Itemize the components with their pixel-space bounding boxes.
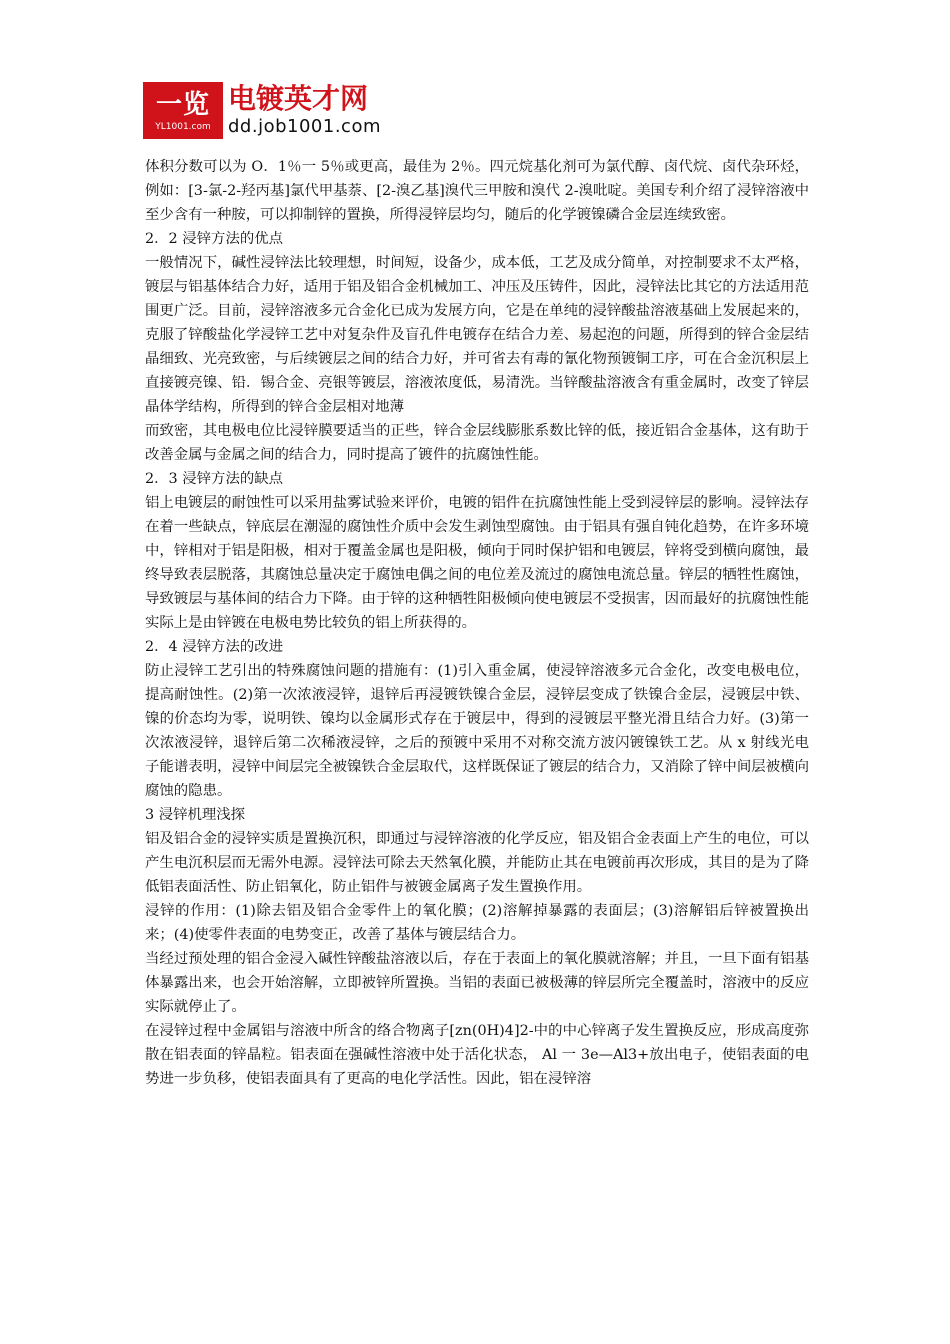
paragraph: 防止浸锌工艺引出的特殊腐蚀问题的措施有：(1)引入重金属，使浸锌溶液多元合金化，改变电极电位，提高耐蚀性。(2)第一次浓液浸锌，退锌后再浸镀铁镍合金层，浸锌层变成了铁镍合金层，浸镀层中铁、镍的价态均为零，说明铁、镍均以金属形式存在于镀层中，得到的浸镀层平整光滑且结合力好。(3)第一次浓液浸锌，退锌后第二次稀液浸锌，之后的预镀中采用不对称交流方波闪镀镍铁工艺。从 x 射线光电子能谱表明，浸锌中间层完全被镍铁合金层取代，这样既保证了镀层的结合力，又消除了锌中间层被横向腐蚀的隐患。 bbox=[145, 663, 809, 799]
paragraph: 铝及铝合金的浸锌实质是置换沉积，即通过与浸锌溶液的化学反应，铝及铝合金表面上产生的电位，可以产生电沉积层而无需外电源。浸锌法可除去天然氧化膜，并能防止其在电镀前再次形成，其目的是为了降低铝表面活性、防止铝氧化，防止铝件与被镀金属离子发生置换作用。 bbox=[145, 831, 809, 895]
paragraph: 铝上电镀层的耐蚀性可以采用盐雾试验来评价，电镀的铝件在抗腐蚀性能上受到浸锌层的影响。浸锌法存在着一些缺点，锌底层在潮湿的腐蚀性介质中会发生剥蚀型腐蚀。由于铝具有强自钝化趋势，在许多环境中，锌相对于铝是阳极，相对于覆盖金属也是阳极，倾向于同时保护铝和电镀层，锌将受到横向腐蚀，最终导致表层脱落，其腐蚀总量决定于腐蚀电偶之间的电位差及流过的腐蚀电流总量。锌层的牺牲性腐蚀，导致镀层与基体间的结合力下降。由于锌的这种牺牲阳极倾向使电镀层不受损害，因而最好的抗腐蚀性能实际上是由锌镀在电极电势比较负的铝上所获得的。 bbox=[145, 495, 809, 631]
logo-mark-text: 一览 bbox=[155, 90, 210, 120]
paragraph: 在浸锌过程中金属铝与溶液中所含的络合物离子[zn(0H)4]2-中的中心锌离子发生置换反应，形成高度弥散在铝表面的锌晶粒。铝表面在强碱性溶液中处于活化状态， Al 一 3e—Al3+放出电子，使铝表面的电势进一步负移，使铝表面具有了更高的电化学活性。因此，铝在浸锌溶 bbox=[145, 1023, 809, 1087]
document-body bbox=[145, 155, 809, 1091]
section-heading: 3 浸锌机理浅探 bbox=[145, 807, 246, 823]
paragraph: 体积分数可以为 O．1％一 5％或更高，最佳为 2％。四元烷基化剂可为氯代醇、卤代烷、卤代杂环烃，例如：[3-氯-2-羟丙基]氯代甲基萘、[2-溴乙基]溴代三甲胺和溴代 2-溴吡啶。美国专利介绍了浸锌溶液中至少含有一种胺，可以抑制锌的置换，所得浸锌层均匀，随后的化学镀镍磷合金层连续致密。 bbox=[145, 159, 809, 223]
paragraph: 当经过预处理的铝合金浸入碱性锌酸盐溶液以后，存在于表面上的氧化膜就溶解；并且，一旦下面有铝基体暴露出来，也会开始溶解，立即被锌所置换。当铝的表面已被极薄的锌层所完全覆盖时，溶液中的反应实际就停止了。 bbox=[145, 951, 809, 1015]
site-url[interactable]: dd.job1001.com bbox=[228, 116, 381, 137]
paragraph: 而致密，其电极电位比浸锌膜要适当的正些，锌合金层线膨胀系数比锌的低，接近铝合金基体，这有助于改善金属与金属之间的结合力，同时提高了镀件的抗腐蚀性能。 bbox=[145, 423, 809, 463]
logo-mark-subtext: YL1001.com bbox=[155, 122, 211, 132]
site-logo[interactable] bbox=[143, 82, 403, 140]
site-name: 电镀英才网 bbox=[228, 82, 369, 115]
paragraph: 一般情况下，碱性浸锌法比较理想，时间短，设备少，成本低，工艺及成分简单，对控制要求不太严格，镀层与铝基体结合力好，适用于铝及铝合金机械加工、冲压及压铸件，因此，浸锌法比其它的方法适用范围更广泛。目前，浸锌溶液多元合金化已成为发展方向，它是在单纯的浸锌酸盐溶液基础上发展起来的，克服了锌酸盐化学浸锌工艺中对复杂件及盲孔件电镀存在结合力差、易起泡的问题，所得到的锌合金层结晶细致、光亮致密，与后续镀层之间的结合力好，并可省去有毒的氰化物预镀铜工序，可在合金沉积层上直接镀亮镍、铅．锡合金、亮银等镀层，溶液浓度低，易清洗。当锌酸盐溶液含有重金属时，改变了锌层晶体学结构，所得到的锌合金层相对地薄 bbox=[145, 255, 809, 415]
section-heading: 2．2 浸锌方法的优点 bbox=[145, 231, 284, 247]
logo-mark bbox=[143, 82, 223, 139]
section-heading: 2．3 浸锌方法的缺点 bbox=[145, 471, 284, 487]
paragraph: 浸锌的作用：(1)除去铝及铝合金零件上的氧化膜；(2)溶解掉暴露的表面层；(3)溶解铝后锌被置换出来；(4)使零件表面的电势变正，改善了基体与镀层结合力。 bbox=[145, 903, 809, 943]
section-heading: 2．4 浸锌方法的改进 bbox=[145, 639, 284, 655]
